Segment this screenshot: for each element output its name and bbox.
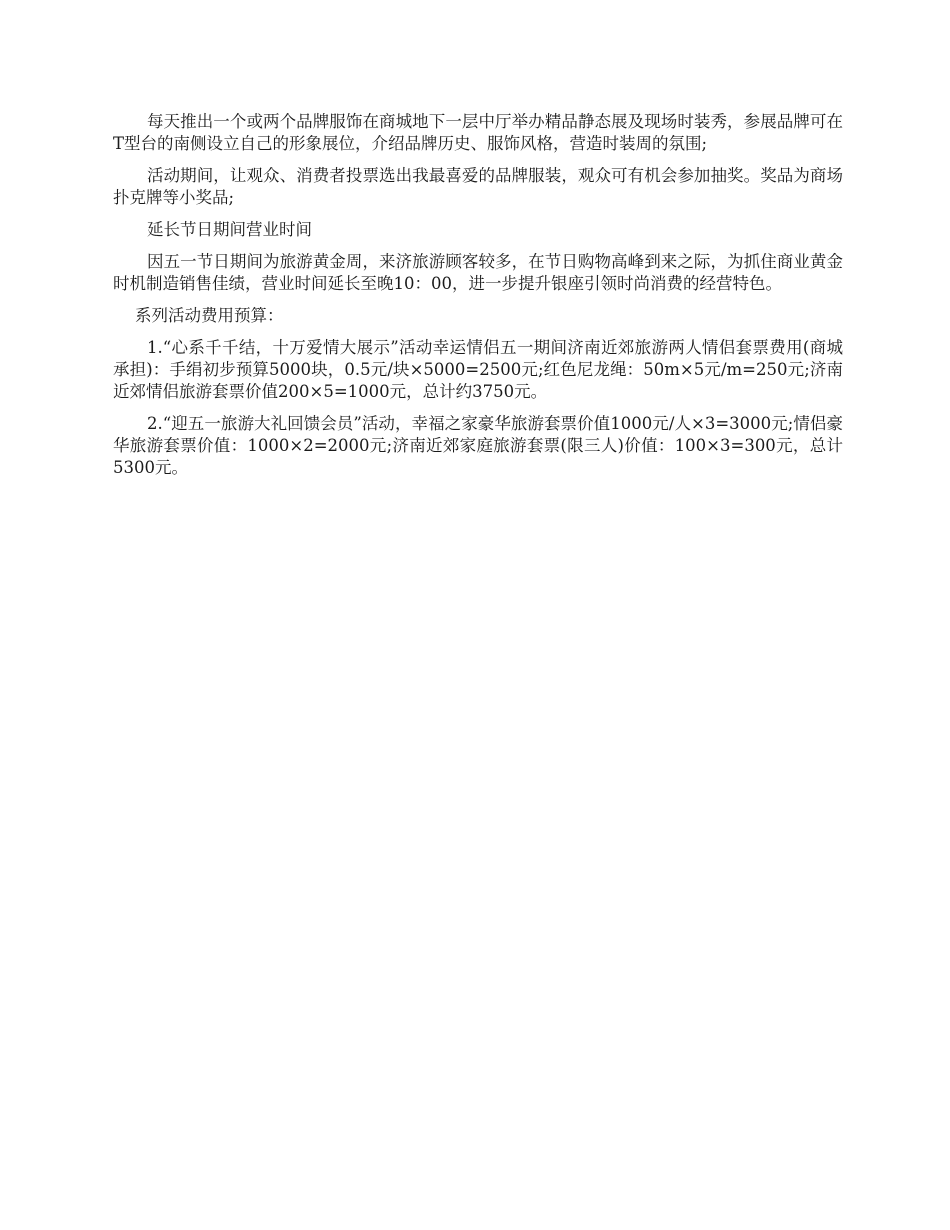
paragraph-budget-heading: 系列活动费用预算： [135, 306, 284, 325]
paragraph-voting: 活动期间，让观众、消费者投票选出我最喜爱的品牌服装，观众可有机会参加抽奖。奖品为商场扑克牌等小奖品; [113, 166, 843, 207]
paragraph-budget-item-2: 2.“迎五一旅游大礼回馈会员”活动，幸福之家豪华旅游套票价值1000元/人×3=3000元;情侣豪华旅游套票价值：1000×2=2000元;济南近郊家庭旅游套票(限三人)价值：100×3=300元，总计5300元。 [113, 414, 843, 477]
paragraph-fashion-show: 每天推出一个或两个品牌服饰在商城地下一层中厅举办精品静态展及现场时装秀，参展品牌可在T型台的南侧设立自己的形象展位，介绍品牌历史、服饰风格，营造时装周的氛围; [113, 112, 843, 153]
paragraph-extended-hours-heading: 延长节日期间营业时间 [147, 220, 312, 239]
paragraph-extended-hours: 因五一节日期间为旅游黄金周，来济旅游顾客较多，在节日购物高峰到来之际，为抓住商业黄金时机制造销售佳绩，营业时间延长至晚10：00，进一步提升银座引领时尚消费的经营特色。 [113, 252, 843, 293]
paragraph-budget-item-1: 1.“心系千千结，十万爱情大展示”活动幸运情侣五一期间济南近郊旅游两人情侣套票费用(商城承担)：手绢初步预算5000块，0.5元/块×5000=2500元;红色尼龙绳：50m×5元/m=250元;济南近郊情侣旅游套票价值200×5=1000元，总计约3750元。 [113, 338, 843, 401]
document-body [113, 111, 843, 489]
